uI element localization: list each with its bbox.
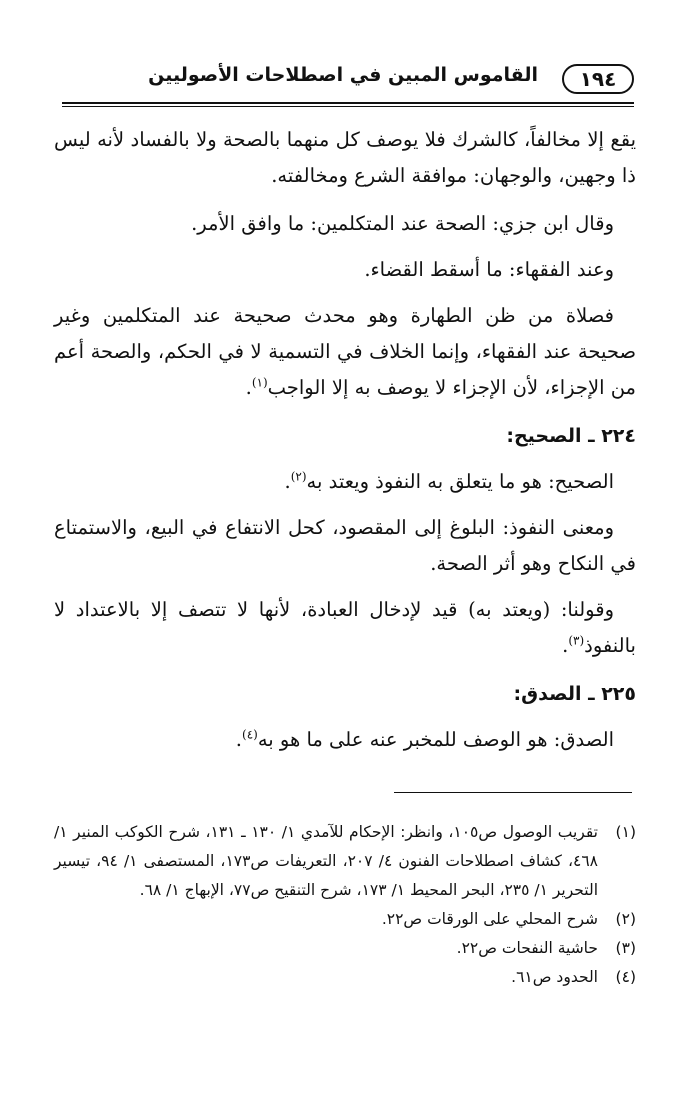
paragraph-8-text: الصدق: هو الوصف للمخبر عنه على ما هو به [257, 728, 614, 751]
footnote-number: (٤) [615, 968, 636, 986]
footnote-text: شرح المحلي على الورقات ص٢٢. [381, 910, 598, 928]
paragraph-4-text: فصلاة من ظن الطهارة وهو محدث صحيحة عند المتكلمين وغير صحيحة عند الفقهاء، وإنما الخلاف في التسمية لا في الحكم، والصحة أعم من الإجزاء، لأن الإجزاء لا يوصف به إلا الواجب [54, 304, 636, 399]
paragraph-7 [54, 592, 636, 664]
footnote-item [54, 934, 636, 963]
footnote-number: (٢) [615, 910, 636, 928]
footnote-separator [394, 792, 632, 793]
footnote-text: تقريب الوصول ص١٠٥، وانظر: الإحكام للآمدي ١/ ١٣٠ ـ ١٣١، شرح الكوكب المنير ١/ ٤٦٨، كشاف اصطلاحات الفنون ٤/ ٢٠٧، التعريفات ص١٧٣، المستصفى ١/ ٩٤، تيسير التحرير ١/ ٢٣٥، البحر المحيط ١/ ١٧٣، شرح التنقيح ص٧٧، الإبهاج ١/ ٦٨. [54, 823, 598, 899]
paragraph-8 [54, 722, 636, 758]
paragraph-8-end: . [235, 728, 242, 751]
paragraph-2: وقال ابن جزي: الصحة عند المتكلمين: ما وافق الأمر. [191, 212, 614, 235]
entry-heading-225: ٢٢٥ ـ الصدق: [513, 683, 636, 705]
page-number-text: ١٩٤ [579, 67, 617, 91]
footnote-text: الحدود ص٦١. [511, 968, 598, 986]
body-text [54, 122, 636, 770]
footnote-ref-4: (٤) [242, 727, 258, 742]
running-title: القاموس المبين في اصطلاحات الأصوليين [148, 64, 538, 86]
paragraph-6: ومعنى النفوذ: البلوغ إلى المقصود، كحل الانتفاع في البيع، والاستمتاع في النكاح وهو أثر الصحة. [54, 516, 636, 575]
footnote-item [54, 963, 636, 992]
page-number [562, 64, 634, 94]
footnote-item [54, 818, 636, 905]
footnote-ref-3: (٣) [568, 633, 585, 648]
paragraph-1: يقع إلا مخالفاً، كالشرك فلا يوصف كل منهما بالصحة ولا بالفساد لأنه ليس ذا وجهين، والوجهان: موافقة الشرع ومخالفته. [54, 128, 636, 187]
footnote-ref-1: (١) [251, 375, 268, 390]
footnote-item [54, 905, 636, 934]
paragraph-5 [54, 464, 636, 500]
paragraph-7-text: وقولنا: (ويعتد به) قيد لإدخال العبادة، لأنها لا تتصف إلا بالاعتداد لا بالنفوذ [54, 598, 636, 657]
paragraph-4-end: . [245, 376, 252, 399]
paragraph-7-end: . [562, 634, 569, 657]
footnotes [54, 818, 636, 992]
footnote-ref-2: (٢) [290, 469, 307, 484]
paragraph-4 [54, 298, 636, 406]
paragraph-3: وعند الفقهاء: ما أسقط القضاء. [364, 258, 614, 281]
header-rule [62, 102, 634, 107]
paragraph-5-end: . [284, 470, 291, 493]
footnote-number: (١) [615, 823, 636, 841]
entry-heading-224: ٢٢٤ ـ الصحيح: [506, 425, 636, 447]
page-header [62, 60, 634, 108]
footnote-number: (٣) [615, 939, 636, 957]
footnote-text: حاشية النفحات ص٢٢. [456, 939, 598, 957]
paragraph-5-text: الصحيح: هو ما يتعلق به النفوذ ويعتد به [306, 470, 614, 493]
